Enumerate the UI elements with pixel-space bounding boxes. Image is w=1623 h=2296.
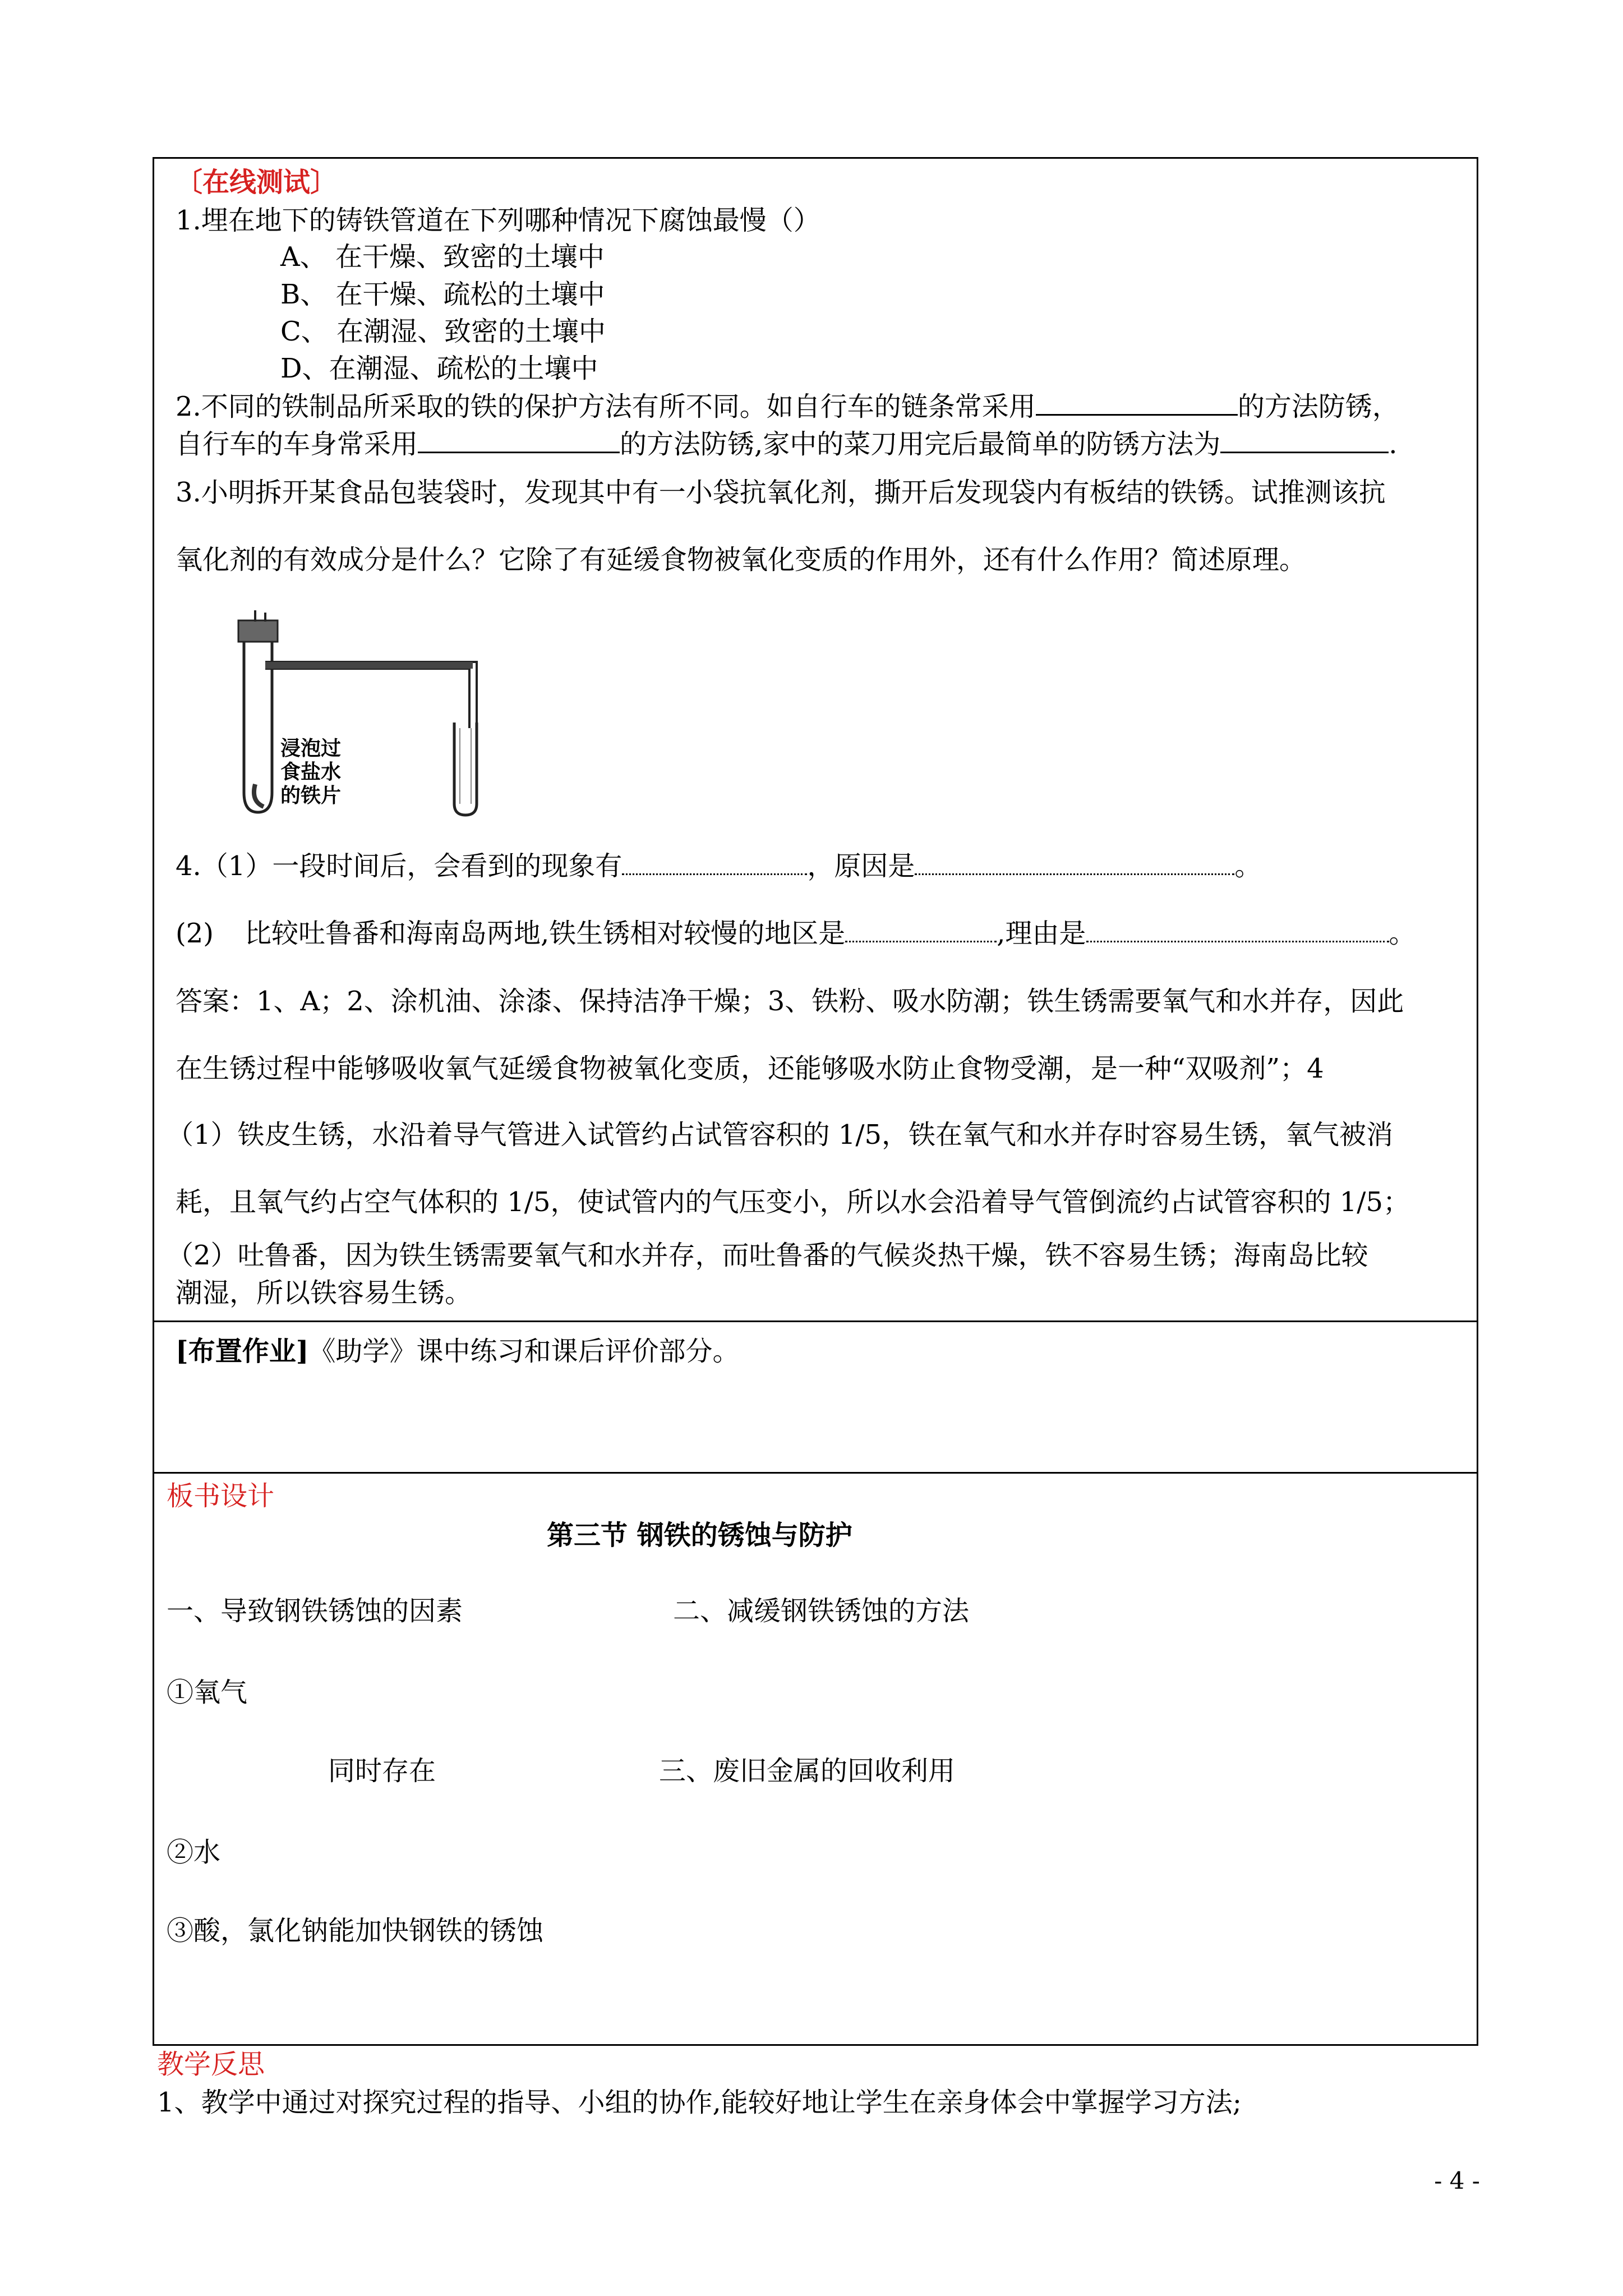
board-item-oxygen: ①氧气: [167, 1677, 248, 1708]
answer-line-3: （1）铁皮生锈，水沿着导气管进入试管约占试管容积的 1/5，铁在氧气和水并存时容易生锈，氧气被消: [167, 1119, 1394, 1151]
question-4-text-1c: 。: [1234, 850, 1262, 882]
question-2-text-2c: .: [1389, 429, 1398, 460]
homework-text: 《助学》课中练习和课后评价部分。: [308, 1336, 740, 1367]
question-1-option-c: C、 在潮湿、致密的土壤中: [280, 316, 606, 347]
question-1-option-b: B、 在干燥、疏松的土壤中: [280, 279, 605, 310]
question-4-part-2: [176, 916, 1416, 950]
rusting-apparatus-figure: [199, 610, 513, 823]
question-2-line-2: [176, 427, 1398, 461]
question-3-line-2: 氧化剂的有效成分是什么？它除了有延缓食物被氧化变质的作用外，还有什么作用？简述原理。: [176, 544, 1307, 576]
board-col2-item-recycling: 三、废旧金属的回收利用: [659, 1755, 956, 1787]
question-4-part-2-number: (2): [176, 918, 214, 949]
board-col2-heading: 二、减缓钢铁锈蚀的方法: [673, 1595, 970, 1627]
iron-sheet: [254, 784, 264, 807]
question-4-blank-1: [622, 849, 807, 875]
board-design-section: [153, 1474, 1478, 2046]
answer-line-5: （2）吐鲁番，因为铁生锈需要氧气和水并存，而吐鲁番的气候炎热干燥，铁不容易生锈；海南岛比较: [167, 1240, 1368, 1271]
question-4-text-1b: ，原因是: [807, 850, 915, 882]
question-4-blank-4: [1086, 916, 1389, 942]
water-in-tube: [460, 728, 471, 804]
board-together-label: 同时存在: [328, 1755, 436, 1787]
board-item-water: ②水: [167, 1837, 221, 1868]
question-2-line-1: [176, 389, 1399, 424]
answer-line-4: 耗，且氧气约占空气体积的 1/5，使试管内的气压变小，所以水会沿着导气管倒流约占试管容积的 1/5；: [176, 1186, 1410, 1218]
figure-label-line-2: 食盐水: [280, 761, 342, 784]
right-test-tube: [454, 723, 477, 815]
question-2-text-2a: 自行车的车身常采用: [176, 429, 418, 460]
question-2-text-1b: 的方法防锈，: [1237, 391, 1399, 422]
page-number: - 4 -: [1434, 2167, 1480, 2194]
question-1-option-a: A、 在干燥、致密的土壤中: [280, 241, 605, 273]
board-title: 第三节 钢铁的锈蚀与防护: [547, 1520, 852, 1551]
reflection-line-1: 1、教学中通过对探究过程的指导、小组的协作,能较好地让学生在亲身体会中掌握学习方法;: [157, 2087, 1242, 2118]
homework-section: [153, 1322, 1478, 1474]
question-2-blank-1: [1036, 389, 1238, 416]
online-test-heading: 〔在线测试〕: [176, 167, 338, 198]
question-4-blank-3: [845, 916, 997, 942]
question-4-text-2a: 比较吐鲁番和海南岛两地,铁生锈相对较慢的地区是: [245, 918, 846, 949]
question-2-text-2b: 的方法防锈,家中的菜刀用完后最简单的防锈方法为: [620, 429, 1221, 460]
board-col1-heading: 一、导致钢铁锈蚀的因素: [167, 1595, 463, 1627]
board-design-heading: 板书设计: [167, 1480, 275, 1512]
delivery-tube: [255, 610, 477, 728]
question-2-blank-3: [1220, 427, 1389, 453]
board-item-acid: ③酸，氯化钠能加快钢铁的锈蚀: [167, 1915, 544, 1947]
question-4-text-2b: ,理由是: [997, 918, 1086, 949]
question-2-blank-2: [418, 427, 620, 453]
figure-label-line-1: 浸泡过: [280, 737, 342, 760]
delivery-tube-fill: [265, 662, 473, 669]
homework-label: [布置作业]: [176, 1336, 309, 1367]
question-4-part-1: [176, 849, 1261, 883]
question-4-text-1a: 4.（1）一段时间后，会看到的现象有: [176, 850, 623, 882]
rubber-stopper: [238, 620, 278, 642]
figure-label-line-3: 的铁片: [280, 784, 342, 807]
question-1-option-d: D、在潮湿、疏松的土壤中: [280, 353, 598, 384]
question-2-text-1a: 2.不同的铁制品所采取的铁的保护方法有所不同。如自行车的链条常采用: [176, 391, 1036, 422]
question-4-blank-2: [915, 849, 1234, 875]
answer-line-1: 答案：1、A；2、涂机油、涂漆、保持洁净干燥；3、铁粉、吸水防潮；铁生锈需要氧气和水并存，因此: [176, 986, 1404, 1017]
answer-line-6: 潮湿，所以铁容易生锈。: [176, 1277, 472, 1309]
homework-line: [176, 1335, 739, 1368]
question-1-stem: 1.埋在地下的铸铁管道在下列哪种情况下腐蚀最慢（）: [176, 205, 820, 236]
question-4-text-2c: 。: [1389, 918, 1416, 949]
reflection-heading: 教学反思: [157, 2049, 265, 2080]
answer-line-2: 在生锈过程中能够吸收氧气延缓食物被氧化变质，还能够吸水防止食物受潮，是一种“双吸剂”；4: [176, 1053, 1324, 1084]
online-test-section: [153, 157, 1478, 1322]
question-3-line-1: 3.小明拆开某食品包装袋时，发现其中有一小袋抗氧化剂，撕开后发现袋内有板结的铁锈。试推测该抗: [176, 477, 1386, 508]
